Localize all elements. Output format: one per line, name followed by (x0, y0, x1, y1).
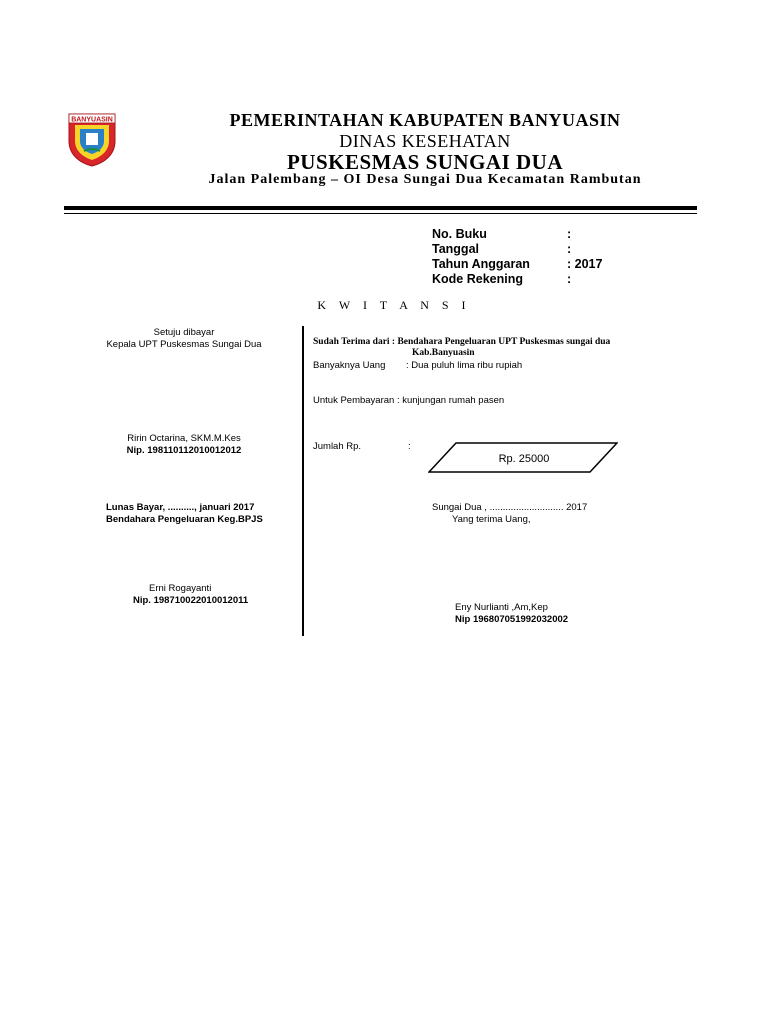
info-value-kode-rekening: : (567, 272, 572, 286)
info-label-kode-rekening: Kode Rekening (432, 272, 523, 286)
total-colon: : (408, 441, 411, 452)
header-government: PEMERINTAHAN KABUPATEN BANYUASIN (229, 110, 621, 130)
amount-box (428, 442, 618, 474)
info-label-tanggal: Tanggal (432, 242, 479, 256)
treasurer-title: Bendahara Pengeluaran Keg.BPJS (106, 514, 263, 525)
info-value-tanggal: : (567, 242, 572, 256)
received-from: Sudah Terima dari : Bendahara Pengeluaran UPT Puskesmas sungai dua (313, 337, 611, 347)
info-label-no-buku: No. Buku (432, 227, 487, 241)
document-title: K W I T A N S I (317, 298, 471, 312)
approver-name: Ririn Octarina, SKM.M.Kes (127, 433, 241, 444)
received-from-region: Kab.Banyuasin (412, 348, 475, 358)
amount-words-value: : Dua puluh lima ribu rupiah (406, 360, 523, 371)
receiver-title: Yang terima Uang, (452, 514, 531, 525)
treasurer-name: Erni Rogayanti (149, 583, 212, 594)
header-department: DINAS KESEHATAN (339, 131, 511, 151)
receiver-nip: Nip 196807051992032002 (455, 614, 569, 625)
header-divider-thick (64, 206, 697, 210)
svg-text:BANYUASIN: BANYUASIN (71, 116, 113, 124)
column-divider (302, 326, 304, 636)
place-date: Sungai Dua , ............................ 2017 (432, 502, 588, 513)
header-divider-thin (64, 213, 697, 214)
payment-purpose: Untuk Pembayaran : kunjungan rumah pasen (313, 395, 505, 406)
amount-value: Rp. 25000 (498, 453, 550, 465)
info-value-tahun-anggaran: : 2017 (567, 257, 603, 271)
approver-nip: Nip. 198110112010012012 (126, 445, 242, 456)
info-label-tahun-anggaran: Tahun Anggaran (432, 257, 530, 271)
header-puskesmas: PUSKESMAS SUNGAI DUA (286, 150, 564, 174)
receiver-name: Eny Nurlianti ,Am,Kep (455, 602, 548, 613)
header-address: Jalan Palembang – OI Desa Sungai Dua Kecamatan Rambutan (208, 172, 642, 187)
total-label: Jumlah Rp. (313, 441, 362, 452)
treasurer-nip: Nip. 198710022010012011 (133, 595, 249, 606)
approver-title: Kepala UPT Puskesmas Sungai Dua (106, 339, 262, 350)
amount-words-label: Banyaknya Uang (313, 360, 386, 371)
info-value-no-buku: : (567, 227, 572, 241)
approve-label: Setuju dibayar (153, 327, 215, 338)
paid-date: Lunas Bayar, .........., januari 2017 (106, 502, 255, 513)
